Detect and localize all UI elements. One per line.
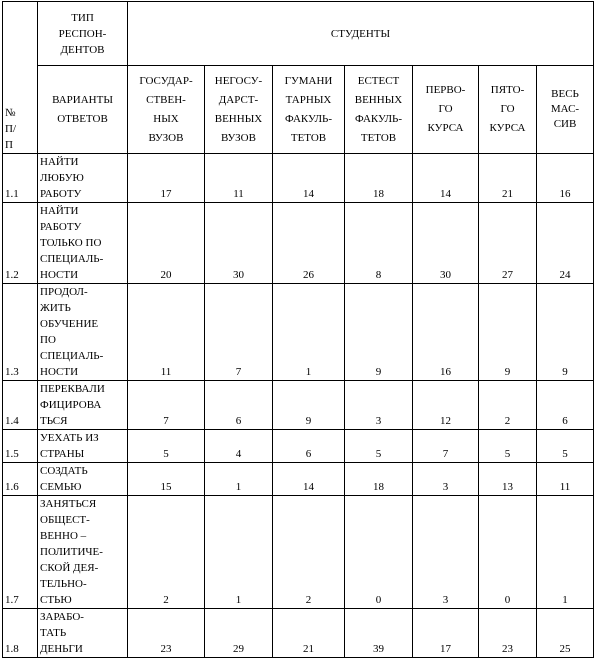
value-cell: 11 xyxy=(537,463,594,496)
value-cell: 5 xyxy=(537,430,594,463)
header-number-cell: № П/ П xyxy=(3,2,38,154)
value-cell: 17 xyxy=(128,154,205,203)
value-cell: 20 xyxy=(128,203,205,284)
header-students: СТУДЕНТЫ xyxy=(128,2,594,66)
header-respondent-type: ТИП РЕСПОН- ДЕНТОВ xyxy=(38,2,128,66)
row-number: 1.8 xyxy=(3,609,38,658)
row-option-label: НАЙТИ ЛЮБУЮ РАБОТУ xyxy=(38,154,128,203)
value-cell: 2 xyxy=(273,496,345,609)
value-cell: 3 xyxy=(413,496,479,609)
row-number: 1.5 xyxy=(3,430,38,463)
value-cell: 6 xyxy=(273,430,345,463)
table-row xyxy=(3,609,594,658)
value-cell: 25 xyxy=(537,609,594,658)
value-cell: 16 xyxy=(537,154,594,203)
value-cell: 12 xyxy=(413,381,479,430)
value-cell: 23 xyxy=(479,609,537,658)
value-cell: 7 xyxy=(128,381,205,430)
column-header: ГУМАНИ ТАРНЫХ ФАКУЛЬ- ТЕТОВ xyxy=(273,66,345,154)
row-option-label: ПЕРЕКВАЛИ ФИЦИРОВА ТЬСЯ xyxy=(38,381,128,430)
column-header: ВЕСЬ МАС- СИВ xyxy=(537,66,594,154)
row-option-label: УЕХАТЬ ИЗ СТРАНЫ xyxy=(38,430,128,463)
value-cell: 18 xyxy=(345,154,413,203)
column-header: НЕГОСУ- ДАРСТ- ВЕННЫХ ВУЗОВ xyxy=(205,66,273,154)
header-row-sub xyxy=(3,66,594,154)
column-header: ПЯТО- ГО КУРСА xyxy=(479,66,537,154)
value-cell: 9 xyxy=(273,381,345,430)
value-cell: 2 xyxy=(128,496,205,609)
value-cell: 4 xyxy=(205,430,273,463)
value-cell: 0 xyxy=(479,496,537,609)
column-header: ПЕРВО- ГО КУРСА xyxy=(413,66,479,154)
value-cell: 0 xyxy=(345,496,413,609)
value-cell: 6 xyxy=(205,381,273,430)
value-cell: 8 xyxy=(345,203,413,284)
value-cell: 14 xyxy=(273,463,345,496)
value-cell: 2 xyxy=(479,381,537,430)
value-cell: 26 xyxy=(273,203,345,284)
value-cell: 5 xyxy=(479,430,537,463)
row-option-label: ЗАНЯТЬСЯ ОБЩЕСТ- ВЕННО – ПОЛИТИЧЕ- СКОЙ ДЕЯ- ТЕЛЬНО- СТЬЮ xyxy=(38,496,128,609)
value-cell: 29 xyxy=(205,609,273,658)
value-cell: 9 xyxy=(479,284,537,381)
value-cell: 11 xyxy=(128,284,205,381)
value-cell: 9 xyxy=(345,284,413,381)
row-number: 1.1 xyxy=(3,154,38,203)
value-cell: 13 xyxy=(479,463,537,496)
table-row xyxy=(3,154,594,203)
value-cell: 5 xyxy=(128,430,205,463)
row-option-label: СОЗДАТЬ СЕМЬЮ xyxy=(38,463,128,496)
value-cell: 9 xyxy=(537,284,594,381)
value-cell: 23 xyxy=(128,609,205,658)
row-number: 1.4 xyxy=(3,381,38,430)
value-cell: 21 xyxy=(479,154,537,203)
header-options: ВАРИАНТЫ ОТВЕТОВ xyxy=(38,66,128,154)
value-cell: 24 xyxy=(537,203,594,284)
value-cell: 14 xyxy=(273,154,345,203)
value-cell: 1 xyxy=(273,284,345,381)
row-number: 1.6 xyxy=(3,463,38,496)
value-cell: 7 xyxy=(205,284,273,381)
table-row xyxy=(3,284,594,381)
value-cell: 1 xyxy=(205,496,273,609)
value-cell: 11 xyxy=(205,154,273,203)
value-cell: 30 xyxy=(413,203,479,284)
row-option-label: НАЙТИ РАБОТУ ТОЛЬКО ПО СПЕЦИАЛЬ- НОСТИ xyxy=(38,203,128,284)
value-cell: 17 xyxy=(413,609,479,658)
value-cell: 39 xyxy=(345,609,413,658)
value-cell: 27 xyxy=(479,203,537,284)
column-header: ЕСТЕСТ ВЕННЫХ ФАКУЛЬ- ТЕТОВ xyxy=(345,66,413,154)
row-number: 1.7 xyxy=(3,496,38,609)
column-header: ГОСУДАР- СТВЕН- НЫХ ВУЗОВ xyxy=(128,66,205,154)
value-cell: 30 xyxy=(205,203,273,284)
value-cell: 15 xyxy=(128,463,205,496)
value-cell: 3 xyxy=(413,463,479,496)
value-cell: 7 xyxy=(413,430,479,463)
table-row xyxy=(3,463,594,496)
survey-table xyxy=(2,1,594,658)
value-cell: 3 xyxy=(345,381,413,430)
row-option-label: ПРОДОЛ- ЖИТЬ ОБУЧЕНИЕ ПО СПЕЦИАЛЬ- НОСТИ xyxy=(38,284,128,381)
value-cell: 21 xyxy=(273,609,345,658)
table-row xyxy=(3,203,594,284)
value-cell: 6 xyxy=(537,381,594,430)
value-cell: 18 xyxy=(345,463,413,496)
value-cell: 14 xyxy=(413,154,479,203)
value-cell: 1 xyxy=(537,496,594,609)
value-cell: 16 xyxy=(413,284,479,381)
row-option-label: ЗАРАБО- ТАТЬ ДЕНЬГИ xyxy=(38,609,128,658)
value-cell: 5 xyxy=(345,430,413,463)
table-row xyxy=(3,430,594,463)
row-number: 1.2 xyxy=(3,203,38,284)
table-row xyxy=(3,496,594,609)
row-number: 1.3 xyxy=(3,284,38,381)
header-row-top xyxy=(3,2,594,66)
value-cell: 1 xyxy=(205,463,273,496)
table-row xyxy=(3,381,594,430)
